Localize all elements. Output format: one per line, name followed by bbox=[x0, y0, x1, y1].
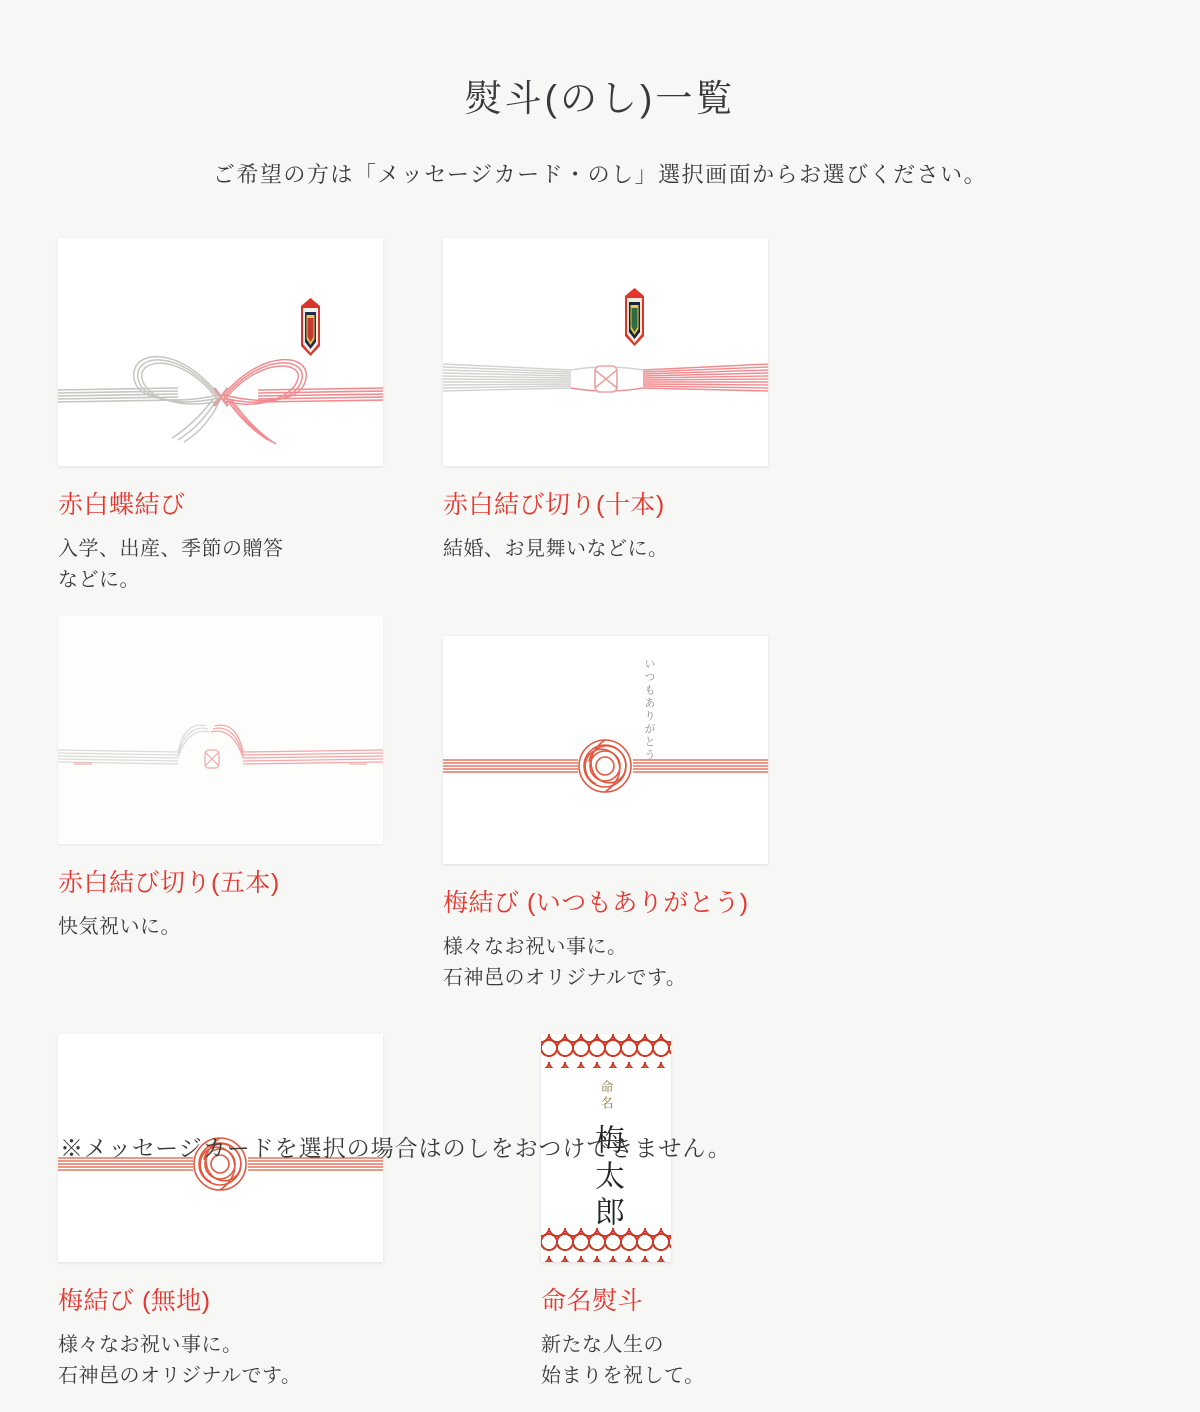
noshi-desc-line2: 始まりを祝して。 bbox=[541, 1365, 705, 1387]
mizuhiki-musubikiri10-illustration bbox=[443, 238, 768, 466]
page-subtitle: ご希望の方は「メッセージカード・のし」選択画面からお選びください。 bbox=[212, 162, 988, 187]
mizuhiki-chomusubi-illustration bbox=[58, 238, 383, 466]
noshi-label-meimei: 命名熨斗 bbox=[541, 1287, 644, 1315]
noshi-image-akashiro-musubikiri-10 bbox=[443, 238, 768, 466]
noshi-desc-akashiro-musubikiri-5 bbox=[58, 912, 443, 943]
meimei-pattern-top bbox=[541, 1034, 671, 1068]
noshi-card-akashiro-musubikiri-10[interactable] bbox=[443, 238, 828, 596]
meimei-heading: 命名 bbox=[598, 1080, 614, 1112]
noshi-card-akashiro-chomusubi[interactable] bbox=[58, 238, 443, 596]
noshi-desc-line2: 石神邑のオリジナルです。 bbox=[443, 967, 687, 989]
noshi-stamp-text: いつもありがとう bbox=[643, 658, 655, 762]
noshi-image-akashiro-chomusubi bbox=[58, 238, 383, 466]
page-title: 熨斗(のし)一覧 bbox=[464, 78, 736, 119]
mizuhiki-umemusubi-illustration bbox=[443, 636, 768, 864]
noshi-desc-line1: 新たな人生の bbox=[541, 1334, 664, 1356]
noshi-desc-line1: 様々なお祝い事に。 bbox=[58, 1334, 243, 1356]
noshi-desc-line2: 石神邑のオリジナルです。 bbox=[58, 1365, 302, 1387]
noshi-card-umemusubi-muji[interactable] bbox=[58, 1034, 443, 1392]
noshi-desc-umemusubi-itsumo bbox=[443, 932, 828, 994]
noshi-card-umemusubi-itsumo[interactable] bbox=[443, 636, 828, 994]
noshi-desc-akashiro-musubikiri-10 bbox=[443, 534, 828, 565]
noshi-label-akashiro-musubikiri-10: 赤白結び切り(十本) bbox=[443, 491, 665, 519]
noshi-label-umemusubi-muji: 梅結び (無地) bbox=[58, 1287, 211, 1315]
noshi-desc-line1: 入学、出産、季節の贈答 bbox=[58, 538, 284, 560]
noshi-ornament bbox=[625, 288, 644, 346]
noshi-card-akashiro-musubikiri-5[interactable] bbox=[58, 616, 443, 994]
noshi-desc-line1: 様々なお祝い事に。 bbox=[443, 936, 628, 958]
noshi-desc-line1: 結婚、お見舞いなどに。 bbox=[443, 538, 669, 560]
noshi-grid bbox=[58, 238, 1148, 1412]
footnote: ※メッセージカードを選択の場合はのしをおつけできません。 bbox=[60, 1135, 732, 1161]
noshi-desc-umemusubi-muji bbox=[58, 1330, 443, 1392]
noshi-card-meimei[interactable] bbox=[443, 1034, 828, 1392]
noshi-label-akashiro-musubikiri-5: 赤白結び切り(五本) bbox=[58, 869, 280, 897]
noshi-image-umemusubi-itsumo bbox=[443, 636, 768, 864]
noshi-label-akashiro-chomusubi: 赤白蝶結び bbox=[58, 491, 186, 519]
musubikiri5-knot bbox=[205, 750, 219, 768]
mizuhiki-musubikiri5-illustration bbox=[58, 616, 383, 844]
noshi-desc-line1: 快気祝いに。 bbox=[58, 916, 181, 938]
noshi-ornament bbox=[301, 298, 320, 356]
noshi-image-akashiro-musubikiri-5 bbox=[58, 616, 383, 844]
meimei-pattern-bottom bbox=[541, 1228, 671, 1262]
meimei-name: 梅太郎 bbox=[590, 1124, 623, 1232]
noshi-desc-line2: などに。 bbox=[58, 569, 140, 591]
noshi-label-umemusubi-itsumo: 梅結び (いつもありがとう) bbox=[443, 889, 749, 917]
noshi-desc-meimei bbox=[541, 1330, 828, 1392]
noshi-desc-akashiro-chomusubi bbox=[58, 534, 443, 596]
